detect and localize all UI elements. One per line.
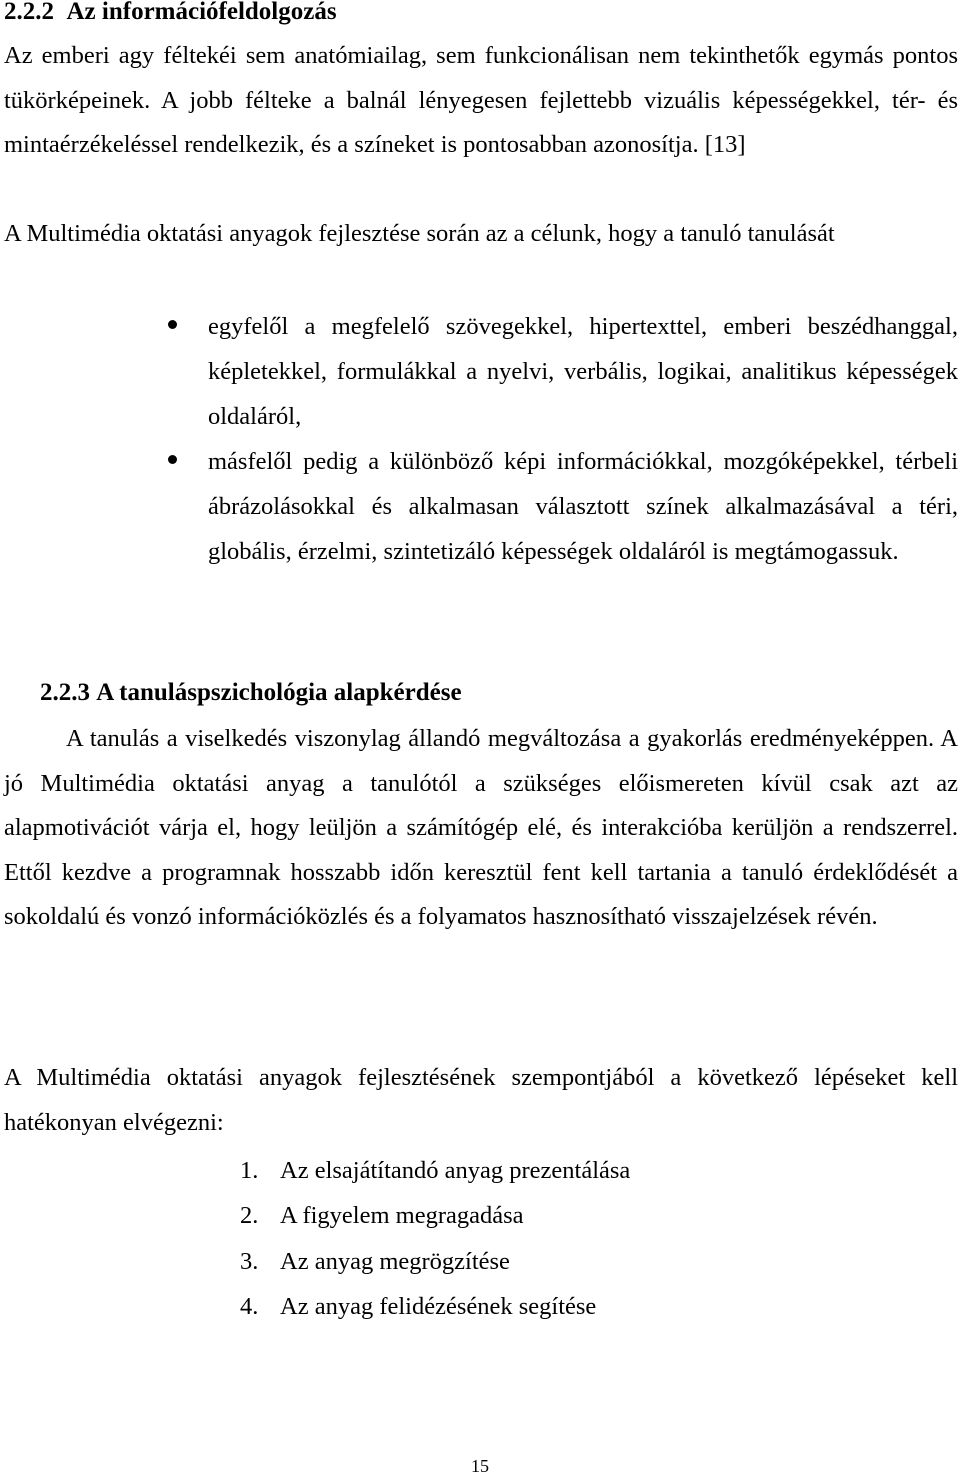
section-heading-2-2-3 bbox=[40, 678, 462, 708]
paragraph-learning-definition: A tanulás a viselkedés viszonylag állandó megváltozása a gyakorlás eredményeképpen. A jó Multimédia oktatási anyag a tanulótól a szükséges előismereten kívül csak azt az alapmotivációt várja el, hogy leüljön a számítógép elé, és interakcióba kerüljön a rendszerrel. Ettől kezdve a programnak hosszabb időn keresztül fent kell tartania a tanuló érdeklődését a sokoldalú és vonzó információközlés és a folyamatos hasznosítható visszajelzések révén. bbox=[4, 725, 958, 930]
bullet-item bbox=[208, 439, 958, 574]
step-item bbox=[240, 1193, 630, 1238]
step-number: 1. bbox=[240, 1157, 259, 1184]
bullet-text: másfelől pedig a különböző képi információkkal, mozgóképekkel, térbeli ábrázolásokkal és alkalmasan választott színek alkalmazásával a téri, globális, érzelmi, szintetizáló képességek oldaláról is megtámogassuk. bbox=[208, 448, 958, 565]
page-number: 15 bbox=[471, 1456, 489, 1476]
step-text: Az anyag felidézésének segítése bbox=[280, 1292, 597, 1320]
numbered-steps-list bbox=[240, 1148, 630, 1329]
section-title: A tanuláspszichológia alapkérdése bbox=[96, 679, 462, 706]
section-heading-2-2-2 bbox=[4, 0, 337, 27]
section-title: Az információfeldolgozás bbox=[66, 0, 337, 25]
step-number: 3. bbox=[240, 1247, 259, 1275]
bullet-text: egyfelől a megfelelő szövegekkel, hipertexttel, emberi beszédhanggal, képletekkel, formulákkal a nyelvi, verbális, logikai, analitikus képességek oldaláról, bbox=[208, 313, 958, 430]
bullet-icon bbox=[168, 455, 177, 464]
step-item bbox=[240, 1148, 630, 1193]
step-item bbox=[240, 1239, 630, 1284]
step-text: Az anyag megrögzítése bbox=[280, 1247, 510, 1275]
section-number: 2.2.3 bbox=[40, 679, 90, 706]
step-number: 4. bbox=[240, 1292, 259, 1320]
step-text: A figyelem megragadása bbox=[280, 1202, 524, 1230]
bullet-icon bbox=[168, 320, 177, 329]
paragraph-hemispheres: Az emberi agy féltekéi sem anatómiailag, sem funkcionálisan nem tekinthetők egymás pontos tükörképeinek. A jobb félteke a balnál lényegesen fejlettebb vizuális képességekkel, tér- és mintaérzékeléssel rendelkezik, és a színeket is pontosabban azonosítja. [13] bbox=[4, 42, 958, 158]
step-text: Az elsajátítandó anyag prezentálása bbox=[280, 1157, 631, 1184]
bullet-item bbox=[208, 304, 958, 439]
step-item bbox=[240, 1284, 630, 1329]
paragraph-multimedia-goal: A Multimédia oktatási anyagok fejlesztése során az a célunk, hogy a tanuló tanulását bbox=[4, 220, 835, 247]
section-number: 2.2.2 bbox=[4, 0, 54, 25]
bullet-list bbox=[0, 304, 960, 574]
paragraph-development-steps: A Multimédia oktatási anyagok fejlesztésének szempontjából a következő lépéseket kell hatékonyan elvégezni: bbox=[4, 1064, 958, 1136]
step-number: 2. bbox=[240, 1202, 259, 1230]
